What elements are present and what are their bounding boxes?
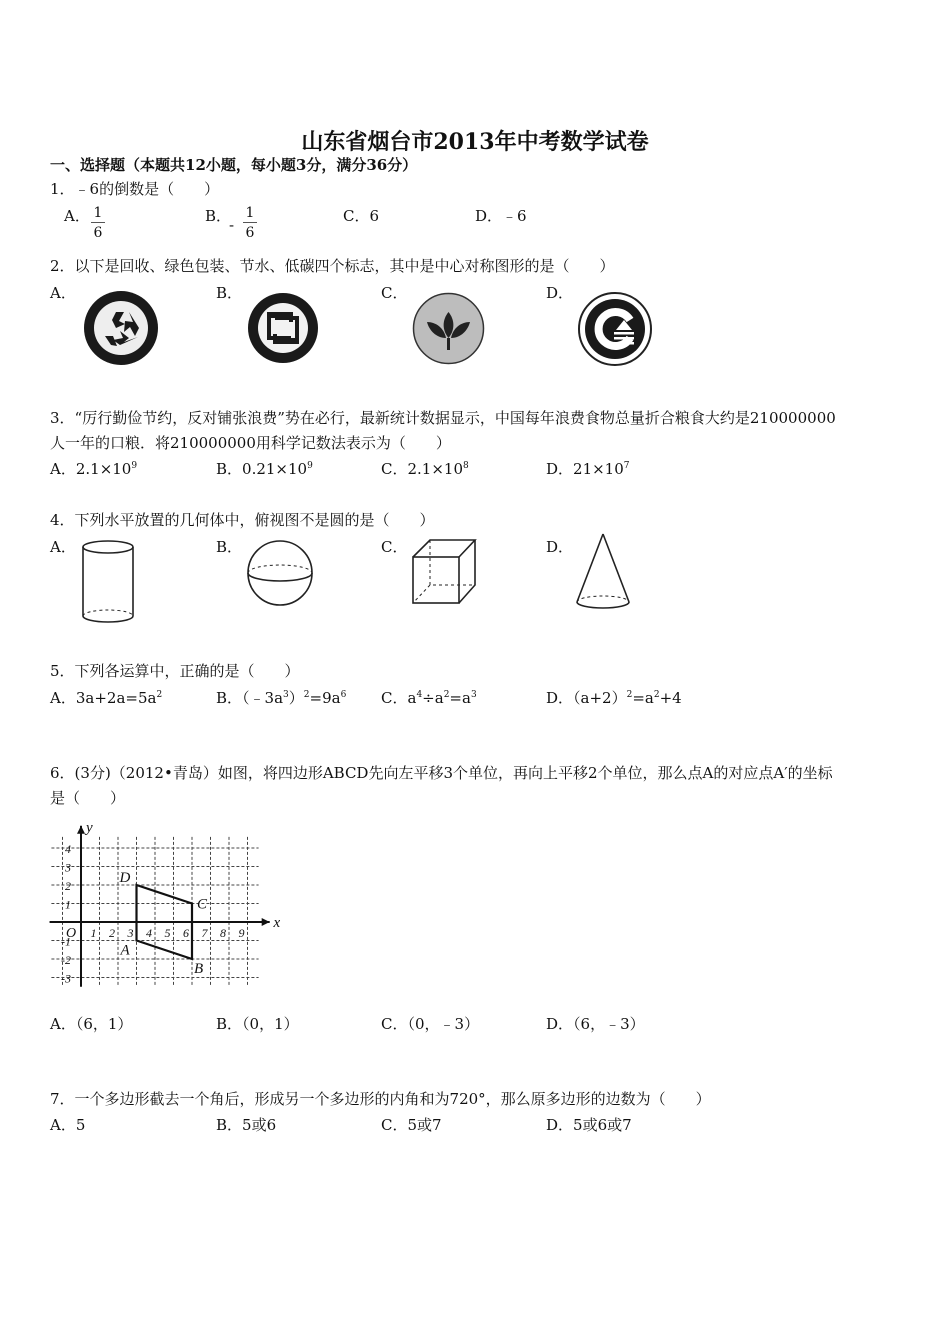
q6-stem-line1: 6．(3分)（2012•青岛）如图，将四边形ABCD先向左平移3个单位，再向上平移2个单位，那么点A的对应点A′的坐标 xyxy=(50,764,833,782)
q5-b-e3: 6 xyxy=(340,690,347,700)
y-tick-label: -3 xyxy=(61,971,71,986)
q1-option-a-label: A． xyxy=(64,207,90,225)
q5-b-t2: ） xyxy=(288,689,304,707)
section-heading: 一、选择题（本题共12小题，每小题3分，满分36分） xyxy=(50,156,418,174)
x-tick-label: 6 xyxy=(183,926,189,940)
q6-stem-line2: 是（ ） xyxy=(50,789,126,807)
q5-d-t3: +4 xyxy=(659,689,682,707)
q5-d-label: D． xyxy=(546,689,574,707)
x-axis-arrow xyxy=(262,918,270,926)
q5-d-e2: 2 xyxy=(653,690,660,700)
q5-c-e1: 4 xyxy=(416,690,423,700)
q5-c-t2: ÷a xyxy=(422,689,444,707)
x-tick-label: 4 xyxy=(146,926,152,940)
q5-stem: 5．下列各运算中，正确的是（ ） xyxy=(50,662,300,680)
x-tick-label: 3 xyxy=(127,926,134,940)
q5-d-t1: （a+2） xyxy=(573,689,627,707)
q5-b-e2: 2 xyxy=(303,690,310,700)
x-tick-label: 2 xyxy=(109,926,115,940)
q1-a-numerator: 1 xyxy=(91,205,105,223)
q3-d-base: 21×10 xyxy=(573,460,624,478)
x-tick-label: 7 xyxy=(201,926,208,940)
y-axis-arrow xyxy=(77,826,85,834)
q2-stem: 2．以下是回收、绿色包装、节水、低碳四个标志，其中是中心对称图形的是（ ） xyxy=(50,257,615,275)
q1-option-b-sign: - xyxy=(229,216,235,234)
q1-option-c: C．6 xyxy=(343,207,380,225)
q3-c-base: 2.1×10 xyxy=(407,460,463,478)
q4-option-c-label: C． xyxy=(381,538,408,556)
q2-option-d-label: D． xyxy=(546,284,574,302)
y-tick-label: 3 xyxy=(65,860,71,875)
q5-d-e1: 2 xyxy=(626,690,633,700)
y-tick-label: 2 xyxy=(65,879,71,893)
q3-c-exp: 8 xyxy=(463,461,469,471)
q5-b-t3: =9a xyxy=(309,689,341,707)
q2-option-b-label: B． xyxy=(216,284,243,302)
grid-lines xyxy=(51,837,258,985)
q3-stem-line2: 人一年的口粮．将210000000用科学记数法表示为（ ） xyxy=(50,434,451,452)
q5-d-t2: =a xyxy=(632,689,654,707)
q5-b-e1: 3 xyxy=(283,690,289,700)
x-axis-label: x xyxy=(273,915,281,931)
y-axis-label: y xyxy=(86,819,93,836)
q3-a-base: 2.1×10 xyxy=(75,460,132,478)
q1-a-denominator: 6 xyxy=(93,225,103,241)
q3-b-label: B． xyxy=(216,460,243,478)
q6-option-c: C．（0，﹣3） xyxy=(381,1015,480,1033)
q2-option-c-label: C． xyxy=(381,284,408,302)
q3-c-label: C． xyxy=(381,460,408,478)
y-tick-label: 4 xyxy=(65,842,71,856)
q2-option-a-label: A． xyxy=(50,284,76,302)
q5-c-t1: a xyxy=(407,689,417,707)
x-tick-label: 1 xyxy=(90,926,97,940)
q6-option-d: D．（6，﹣3） xyxy=(546,1015,645,1033)
q4-option-b-label: B． xyxy=(216,538,243,556)
axes xyxy=(50,826,270,987)
q4-option-a-label: A． xyxy=(50,538,76,556)
q6-option-b: B．（0，1） xyxy=(216,1015,299,1033)
origin-label: O xyxy=(66,926,77,941)
q5-c-e2: 2 xyxy=(443,690,450,700)
q5-c-t3: =a xyxy=(449,689,471,707)
point-label-b: B xyxy=(194,961,204,977)
q3-a-label: A． xyxy=(50,460,76,478)
q3-d-label: D． xyxy=(546,460,574,478)
q7-stem: 7．一个多边形截去一个角后，形成另一个多边形的内角和为720°，那么原多边形的边数为（ ） xyxy=(50,1090,711,1108)
point-label-d: D xyxy=(119,870,131,886)
y-tick-label: -1 xyxy=(61,934,71,949)
point-label-c: C xyxy=(197,896,208,913)
q4-stem: 4．下列水平放置的几何体中，俯视图不是圆的是（ ） xyxy=(50,511,435,529)
q3-d-exp: 7 xyxy=(623,461,630,471)
q3-b-base: 0.21×10 xyxy=(242,460,308,478)
point-labels xyxy=(119,870,209,977)
q4-option-d-label: D． xyxy=(546,538,574,556)
q1-b-denominator: 6 xyxy=(245,225,255,241)
q3-b-exp: 9 xyxy=(307,461,313,471)
x-tick-label: 9 xyxy=(238,926,245,940)
y-tick-label: 1 xyxy=(65,897,71,912)
q7-option-a: A．5 xyxy=(50,1116,86,1134)
q7-option-b: B．5或6 xyxy=(216,1116,277,1134)
q5-a-t1: 3a+2a=5a xyxy=(75,689,157,707)
q6-option-a: A．（6，1） xyxy=(50,1015,133,1033)
x-tick-label: 8 xyxy=(220,926,226,940)
q7-option-c: C．5或7 xyxy=(381,1116,442,1134)
q5-b-t1: （﹣3a xyxy=(242,689,284,707)
q5-a-label: A． xyxy=(50,689,76,707)
x-tick-label: 5 xyxy=(164,926,171,940)
q3-stem-line1: 3．“厉行勤俭节约，反对铺张浪费”势在必行，最新统计数据显示，中国每年浪费食物总量折合粮食大约是210000000 xyxy=(50,409,836,427)
q1-b-numerator: 1 xyxy=(243,205,257,223)
exam-title: 山东省烟台市2013年中考数学试卷 xyxy=(301,129,649,155)
q5-c-label: C． xyxy=(381,689,408,707)
point-label-a: A xyxy=(120,942,130,959)
q7-option-d: D．5或6或7 xyxy=(546,1116,632,1134)
q3-a-exp: 9 xyxy=(131,461,138,471)
q1-option-d: D．﹣6 xyxy=(475,207,527,225)
y-tick-label: -2 xyxy=(61,953,71,967)
q5-a-e1: 2 xyxy=(156,690,163,700)
q5-b-label: B． xyxy=(216,689,243,707)
q1-option-b-label: B． xyxy=(205,207,232,225)
q1-stem: 1．﹣6的倒数是（ ） xyxy=(50,180,220,198)
q5-c-e3: 3 xyxy=(470,690,477,700)
